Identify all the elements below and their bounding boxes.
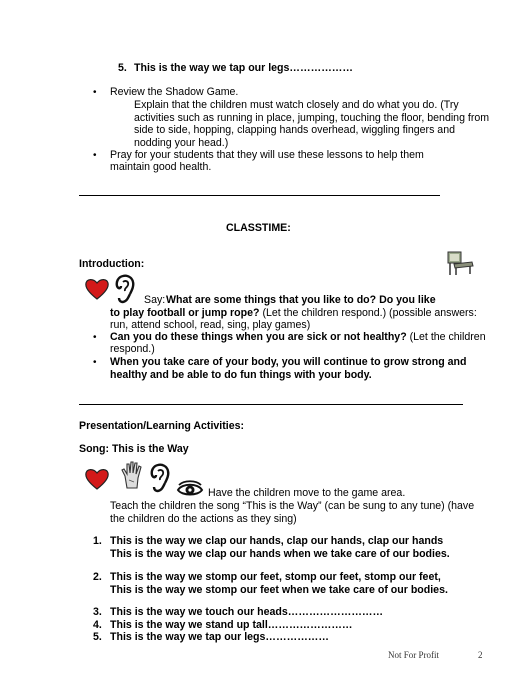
song-heading: Song: This is the Way bbox=[79, 443, 189, 455]
review-title: Review the Shadow Game. bbox=[110, 86, 239, 98]
bullet: • bbox=[93, 87, 97, 98]
say-label: Say: bbox=[144, 294, 166, 306]
pray-text: Pray for your students that they will use these lessons to help them bbox=[110, 149, 424, 161]
divider bbox=[79, 195, 440, 196]
ear-icon bbox=[150, 463, 170, 493]
song-line: This is the way we tap our legs……………… bbox=[110, 631, 329, 643]
song-line: This is the way we clap our hands when we take care of our bodies. bbox=[110, 548, 450, 560]
question-text: What are some things that you like to do? Do you like bbox=[166, 294, 436, 306]
review-text: Explain that the children must watch closely and do what you do. (Try bbox=[134, 99, 459, 111]
item-number: 4. bbox=[93, 619, 102, 631]
heart-icon bbox=[84, 277, 110, 301]
eye-icon bbox=[176, 481, 204, 497]
question-text: Can you do these things when you are sick or not healthy? bbox=[110, 331, 407, 343]
review-text: activities such as running in place, jumping, touching the floor, bending from bbox=[134, 112, 490, 124]
item-number: 5. bbox=[93, 631, 102, 643]
bullet: • bbox=[93, 357, 97, 368]
pray-text: maintain good health. bbox=[110, 161, 212, 173]
item-number: 3. bbox=[93, 606, 102, 618]
statement-text: healthy and be able to do fun things with your body. bbox=[110, 369, 372, 381]
song-line: This is the way we touch our heads……………………… bbox=[110, 606, 384, 618]
question-note: run, attend school, read, sing, play games) bbox=[110, 319, 311, 331]
item-number: 2. bbox=[93, 571, 102, 583]
introduction-heading: Introduction: bbox=[79, 258, 145, 270]
question-text: to play football or jump rope? bbox=[110, 307, 260, 319]
desk-icon bbox=[446, 250, 474, 276]
footer-label: Not For Profit bbox=[388, 650, 440, 660]
instruction-text: the children do the actions as they sing) bbox=[110, 513, 297, 525]
question-note: (Let the children respond.) (possible answers: bbox=[262, 307, 477, 319]
hand-icon bbox=[120, 460, 146, 490]
song-line: This is the way we clap our hands, clap our hands, clap our hands bbox=[110, 535, 444, 547]
question-note: respond.) bbox=[110, 343, 155, 355]
bullet: • bbox=[93, 332, 97, 343]
page-number: 2 bbox=[478, 650, 483, 660]
review-text: nodding your head.) bbox=[134, 137, 229, 149]
instruction-text: Have the children move to the game area. bbox=[208, 487, 406, 499]
ear-icon bbox=[115, 274, 135, 304]
song-line: This is the way we stomp our feet when we take care of our bodies. bbox=[110, 584, 448, 596]
item-number: 1. bbox=[93, 535, 102, 547]
song-line: This is the way we stand up tall…………………… bbox=[110, 619, 353, 631]
classtime-heading: CLASSTIME: bbox=[226, 222, 291, 234]
bullet: • bbox=[93, 150, 97, 161]
statement-text: When you take care of your body, you will continue to grow strong and bbox=[110, 356, 467, 368]
review-text: side to side, hopping, clapping hands overhead, wiggling fingers and bbox=[134, 124, 455, 136]
heart-icon bbox=[84, 467, 110, 491]
divider bbox=[79, 404, 463, 405]
activities-heading: Presentation/Learning Activities: bbox=[79, 420, 245, 432]
song-line: This is the way we stomp our feet, stomp our feet, stomp our feet, bbox=[110, 571, 441, 583]
song-line: This is the way we tap our legs……………… bbox=[134, 62, 353, 74]
question-note: (Let the children bbox=[409, 331, 486, 343]
instruction-text: Teach the children the song “This is the Way” (can be sung to any tune) (have bbox=[110, 500, 475, 512]
item-number: 5. bbox=[118, 62, 127, 74]
